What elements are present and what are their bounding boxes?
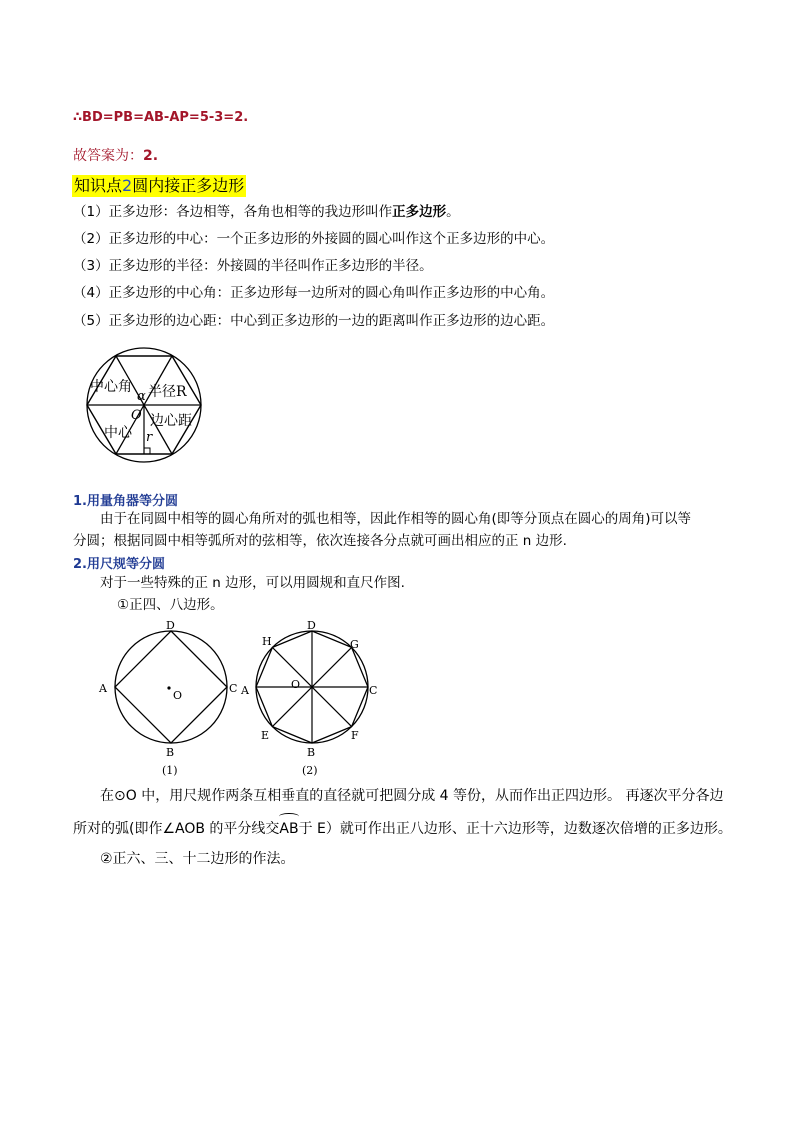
label-d: D	[166, 619, 175, 632]
label-alpha: α	[137, 389, 146, 404]
label-h: H	[262, 635, 272, 648]
definition-item: （3）正多边形的半径：外接圆的半径叫作正多边形的半径。	[73, 258, 433, 274]
definition-item: （2）正多边形的中心：一个正多边形的外接圆的圆心叫作这个正多边形的中心。	[73, 231, 555, 247]
paragraph-line: 由于在同圆中相等的圆心角所对的弧也相等，因此作相等的圆心角(即等分顶点在圆心的周角)可以等	[100, 511, 692, 527]
section-heading: 1.用量角器等分圆	[73, 494, 178, 509]
figure-caption: (1)	[162, 764, 178, 777]
paragraph-line: 在⊙O 中，用尺规作两条互相垂直的直径就可把圆分成 4 等份，从而作出正四边形。 再逐次平分各边	[100, 788, 724, 804]
sub-heading: ①正四、八边形。	[117, 597, 224, 613]
label-o: O	[131, 408, 142, 423]
label-b: B	[166, 746, 175, 759]
answer-prefix: 故答案为：	[73, 148, 143, 164]
answer-line	[73, 145, 158, 165]
label-d: D	[307, 619, 316, 632]
label-e: E	[261, 729, 270, 742]
answer-value: 2.	[143, 148, 159, 164]
label-c: C	[369, 684, 378, 697]
figure-caption: (2)	[302, 764, 318, 777]
knowledge-point-title	[72, 175, 246, 197]
hexagon-diagram	[84, 345, 206, 465]
definition-item: （1）正多边形：各边相等，各角也相等的我边形叫作正多边形。	[73, 204, 460, 220]
kp-title-text: 圆内接正多边形	[132, 176, 245, 195]
sub-heading: ②正六、三、十二边形的作法。	[100, 851, 295, 867]
label-r: r	[146, 430, 153, 445]
label-a: A	[99, 682, 107, 695]
paragraph-line: 对于一些特殊的正 n 边形，可以用圆规和直尺作图.	[100, 575, 405, 591]
definition-item: （5）正多边形的边心距：中心到正多边形的一边的距离叫作正多边形的边心距。	[73, 313, 555, 329]
label-c: C	[229, 682, 238, 695]
paragraph-line: 分圆；根据同圆中相等弧所对的弦相等，依次连接各分点就可画出相应的正 n 边形.	[73, 533, 567, 549]
label-b: B	[307, 746, 316, 759]
label-f: F	[351, 729, 359, 742]
paragraph-line: 所对的弧(即作∠AOB 的平分线交 AB于 E）就可作出正八边形、正十六边形等，边数逐次倍增的正多边形。	[73, 816, 732, 840]
kp-number: 2	[122, 176, 133, 195]
label-radius: 半径R	[148, 384, 187, 400]
arc-notation: AB	[279, 816, 298, 840]
label-o: O	[291, 678, 301, 691]
label-a: A	[241, 684, 249, 697]
result-line: ∴BD=PB=AB-AP=5-3=2.	[73, 110, 249, 125]
section-heading: 2.用尺规等分圆	[73, 557, 165, 572]
definition-item: （4）正多边形的中心角：正多边形每一边所对的圆心角叫作正多边形的中心角。	[73, 285, 555, 301]
label-apothem: 边心距	[150, 413, 192, 429]
square-in-circle-diagram	[95, 615, 245, 780]
label-g: G	[350, 638, 359, 651]
kp-prefix: 知识点	[74, 176, 123, 195]
label-center: 中心	[104, 425, 132, 441]
label-central-angle: 中心角	[90, 379, 132, 395]
label-o: O	[173, 689, 183, 702]
octagon-in-circle-diagram	[238, 615, 383, 780]
arc-icon	[279, 813, 298, 820]
